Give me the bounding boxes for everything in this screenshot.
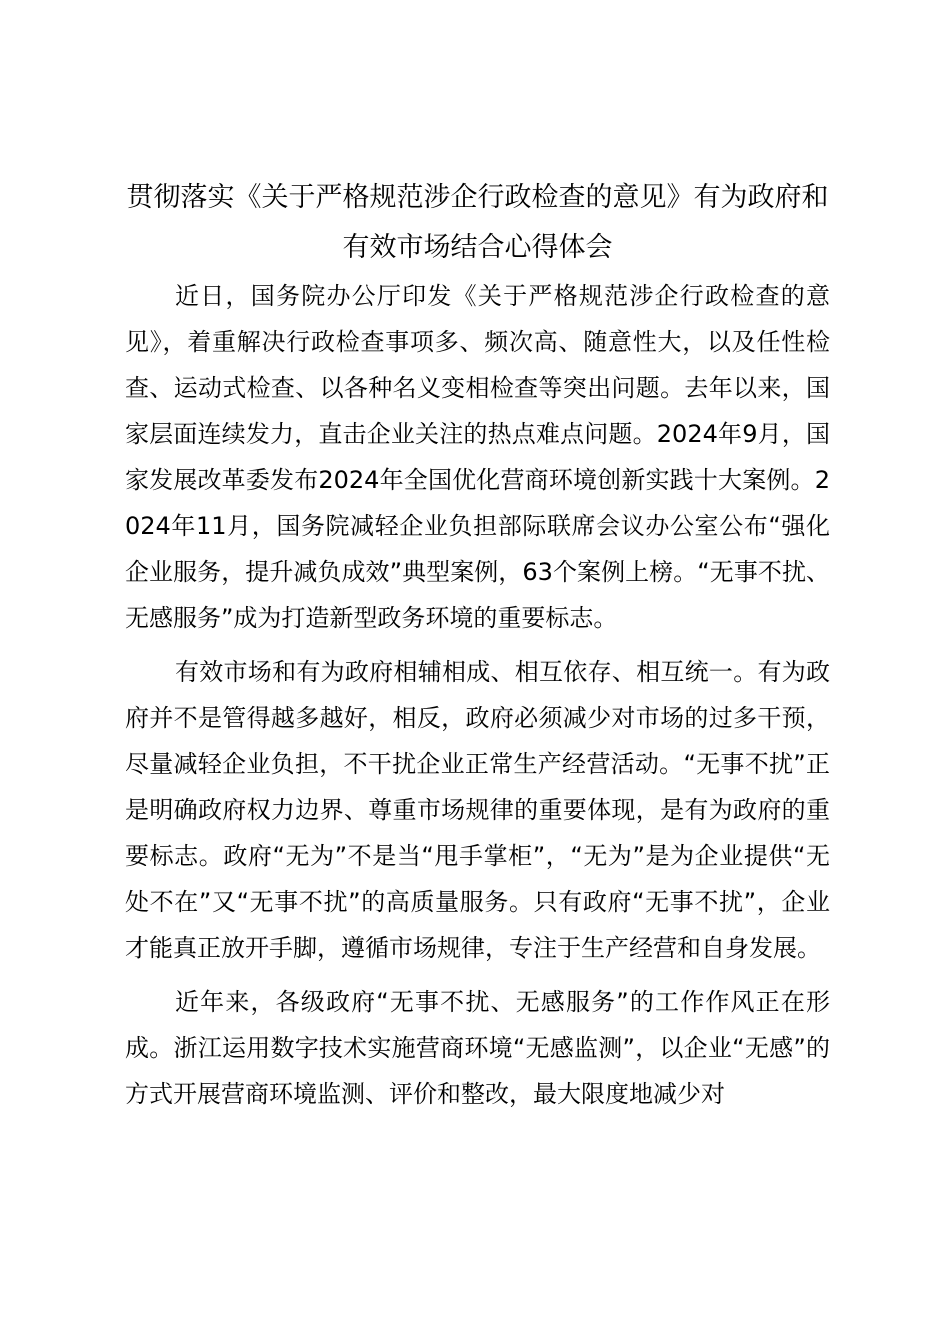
document-page bbox=[125, 173, 830, 1117]
paragraph-1: 近日，国务院办公厅印发《关于严格规范涉企行政检查的意见》，着重解决行政检查事项多、频次高、随意性大，以及任性检查、运动式检查、以各种名义变相检查等突出问题。去年以来，国家层面连续发力，直击企业关注的热点难点问题。2024年9月，国家发展改革委发布2024年全国优化营商环境创新实践十大案例。2024年11月，国务院减轻企业负担部际联席会议办公室公布“强化企业服务，提升减负成效”典型案例，63个案例上榜。“无事不扰、无感服务”成为打造新型政务环境的重要标志。 bbox=[125, 282, 830, 632]
paragraph-3: 近年来，各级政府“无事不扰、无感服务”的工作作风正在形成。浙江运用数字技术实施营商环境“无感监测”，以企业“无感”的方式开展营商环境监测、评价和整改，最大限度地减少对 bbox=[125, 988, 830, 1108]
document-title: 贯彻落实《关于严格规范涉企行政检查的意见》有为政府和有效市场结合心得体会 bbox=[126, 182, 829, 263]
paragraph-2: 有效市场和有为政府相辅相成、相互依存、相互统一。有为政府并不是管得越多越好，相反，政府必须减少对市场的过多干预，尽量减轻企业负担，不干扰企业正常生产经营活动。“无事不扰”正是明确政府权力边界、尊重市场规律的重要体现，是有为政府的重要标志。政府“无为”不是当“甩手掌柜”，“无为”是为企业提供“无处不在”又“无事不扰”的高质量服务。只有政府“无事不扰”，企业才能真正放开手脚，遵循市场规律，专注于生产经营和自身发展。 bbox=[125, 658, 830, 962]
